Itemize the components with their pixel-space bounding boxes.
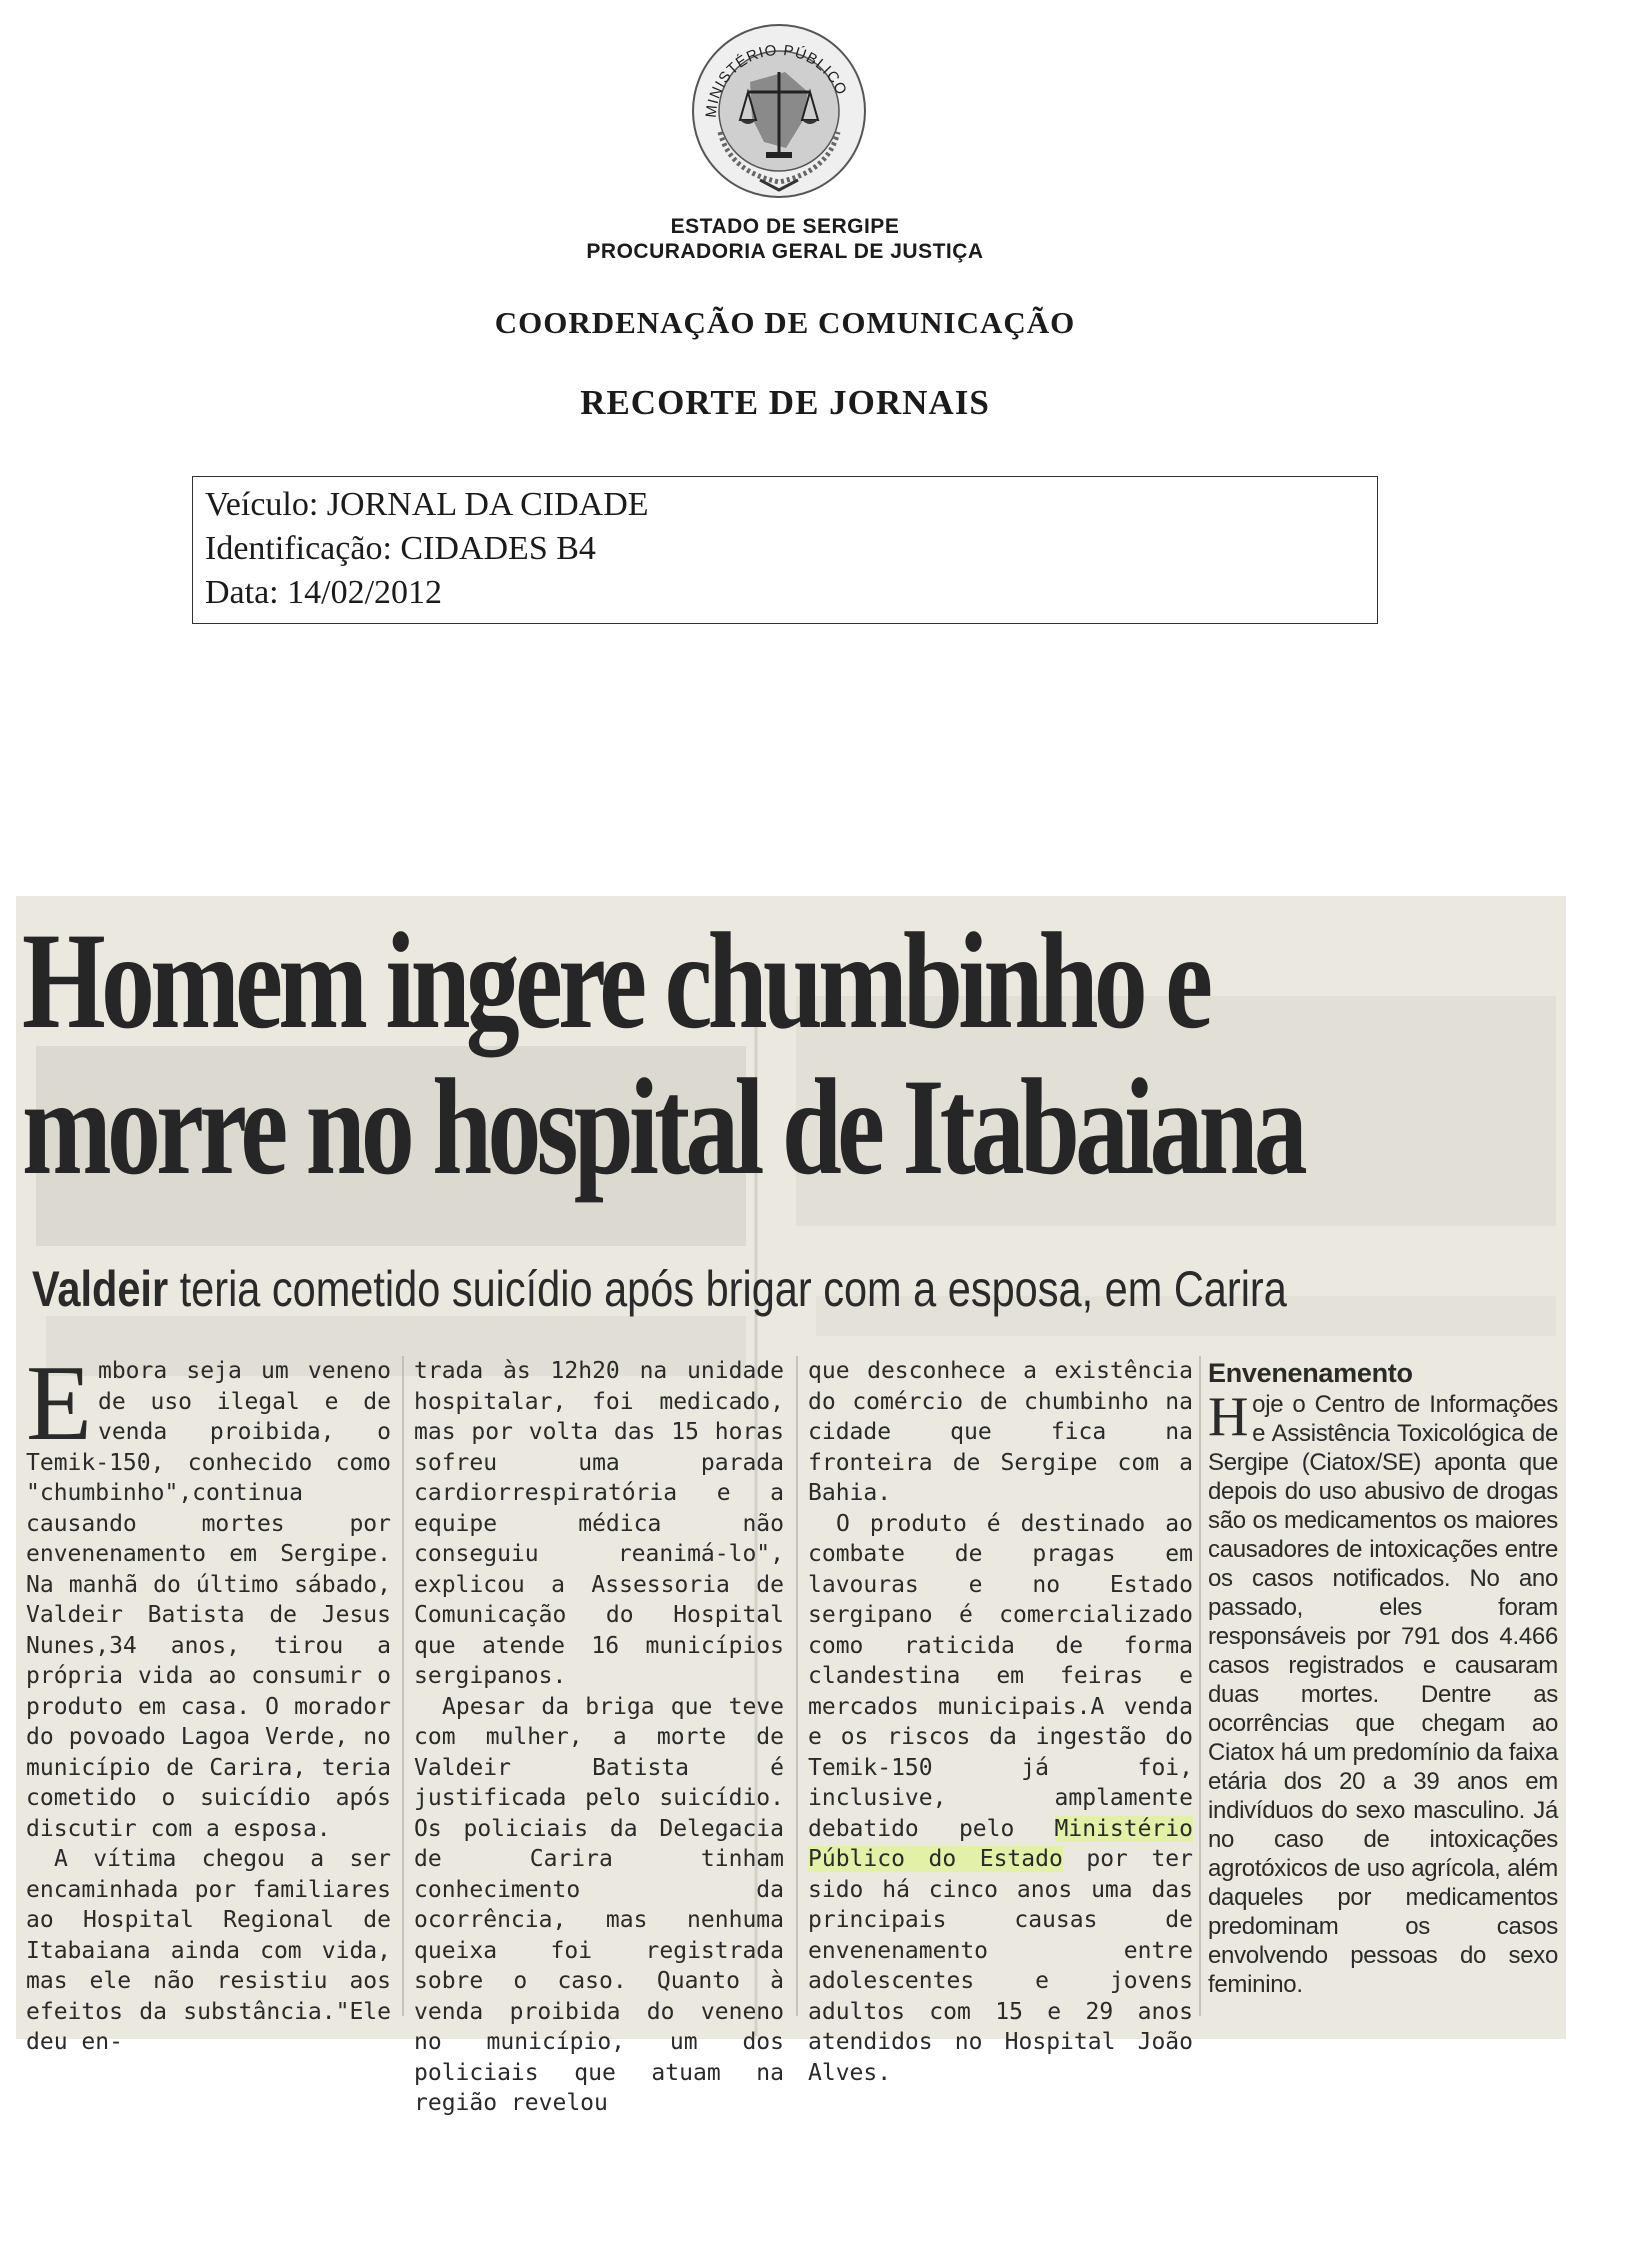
highlighted-text: Ministério Público do Estado — [808, 1815, 1193, 1872]
header-section-title: RECORTE DE JORNAIS — [580, 383, 990, 422]
header-department: COORDENAÇÃO DE COMUNICAÇÃO — [494, 305, 1076, 340]
article-column-1 — [26, 1344, 391, 2058]
col2-paragraph-1: trada às 12h20 na unidade hospitalar, foi medicado, mas por volta das 15 horas sofreu uma parada cardiorrespiratória e a equipe médica não conseguiu reanimá-lo", explicou a Assessoria de Comunicação do Hospital que atende 16 municípios sergipanos. — [414, 1358, 784, 1689]
col1-paragraph-2: A vítima chegou a ser encaminhada por familiares ao Hospital Regional de Itabaiana ainda com vida, mas ele não resistiu aos efeitos da substância."Ele deu en- — [26, 1846, 391, 2055]
newspaper-clipping — [16, 896, 1566, 2116]
article-headline — [22, 904, 1304, 1203]
article-column-4 — [1208, 1358, 1558, 1999]
col4-paragraph-1 — [1208, 1386, 1558, 1999]
info-date: Data: 14/02/2012 — [205, 574, 443, 611]
article-column-3 — [808, 1356, 1193, 2088]
sidebar-section-title: Envenenamento — [1208, 1358, 1413, 1388]
col3-paragraph-2-text-b: por ter sido há cinco anos uma das principais causas de envenenamento entre adolescentes e jovens adultos com 15 e 29 anos atendidos no Hospital João Alves. — [808, 1846, 1193, 2086]
subhead-name: Valdeir — [32, 1261, 169, 1317]
col3-paragraph-2-text-a: O produto é destinado ao combate de pragas em lavouras e no Estado sergipano é comercializado como raticida de forma clandestina em feiras e mercados municipais.A venda e os riscos da ingestão do Temik-150 já foi, inclusive, amplamente debatido pelo — [808, 1510, 1193, 1842]
clipping-info-box — [192, 476, 1378, 624]
info-identification: Identificação: CIDADES B4 — [205, 530, 596, 567]
drop-cap-small: H — [1208, 1386, 1249, 1448]
col3-paragraph-1: que desconhece a existência do comércio de chumbinho na cidade que fica na fronteira de Sergipe com a Bahia. — [808, 1358, 1193, 1506]
subhead-text: teria cometido suicídio após brigar com a esposa, em Carira — [168, 1261, 1287, 1317]
headline-line-2: morre no hospital de Itabaiana — [22, 1050, 1304, 1203]
article-column-2 — [414, 1356, 784, 2119]
col4-paragraph-1-text: oje o Centro de Informações e Assistência Toxicológica de Sergipe (Ciatox/SE) aponta que depois do uso abusivo de drogas são os medicamentos os maiores causadores de intoxicações entre os casos notificados. No ano passado, eles foram responsáveis por 791 dos 4.466 casos registrados e causaram duas mortes. Dentre as ocorrências que chegam ao Ciatox há um predomínio da faixa etária dos 20 a 39 anos em indivíduos do sexo masculino. Já no caso de intoxicações agrotóxicos de uso agrícola, além daqueles por medicamentos predominam os casos envolvendo pessoas do sexo feminino. — [1208, 1391, 1558, 1998]
headline-line-1: Homem ingere chumbinho e — [22, 904, 1209, 1057]
info-vehicle: Veículo: JORNAL DA CIDADE — [205, 486, 649, 523]
col1-paragraph-1-text: mbora seja um veneno de uso ilegal e de venda proibida, o Temik-150, conhecido como "chumbinho",continua causando mortes por envenenamento em Sergipe. Na manhã do último sábado, Valdeir Batista de Jesus Nunes,34 anos, tirou a própria vida ao consumir o produto em casa. O morador do povoado Lagoa Verde, no município de Carira, teria cometido o suicídio após discutir com a esposa. — [26, 1358, 391, 1842]
header-office: PROCURADORIA GERAL DE JUSTIÇA — [586, 240, 984, 263]
header-state: ESTADO DE SERGIPE — [670, 215, 900, 238]
drop-cap: E — [26, 1344, 92, 1463]
ministerio-publico-seal — [690, 22, 868, 200]
seal-legend: MINISTÉRIO PÚBLICO — [702, 41, 851, 119]
col1-paragraph-1 — [26, 1344, 391, 1844]
col2-paragraph-2: Apesar da briga que teve com mulher, a morte de Valdeir Batista é justificada pelo suicídio. Os policiais da Delegacia de Carira tinham conhecimento da ocorrência, mas nenhuma queixa foi registrada sobre o caso. Quanto à venda proibida do veneno no município, um dos policiais que atuam na região revelou — [414, 1693, 784, 2116]
col3-paragraph-2 — [808, 1509, 1193, 2089]
article-subheadline — [32, 1260, 1287, 1318]
